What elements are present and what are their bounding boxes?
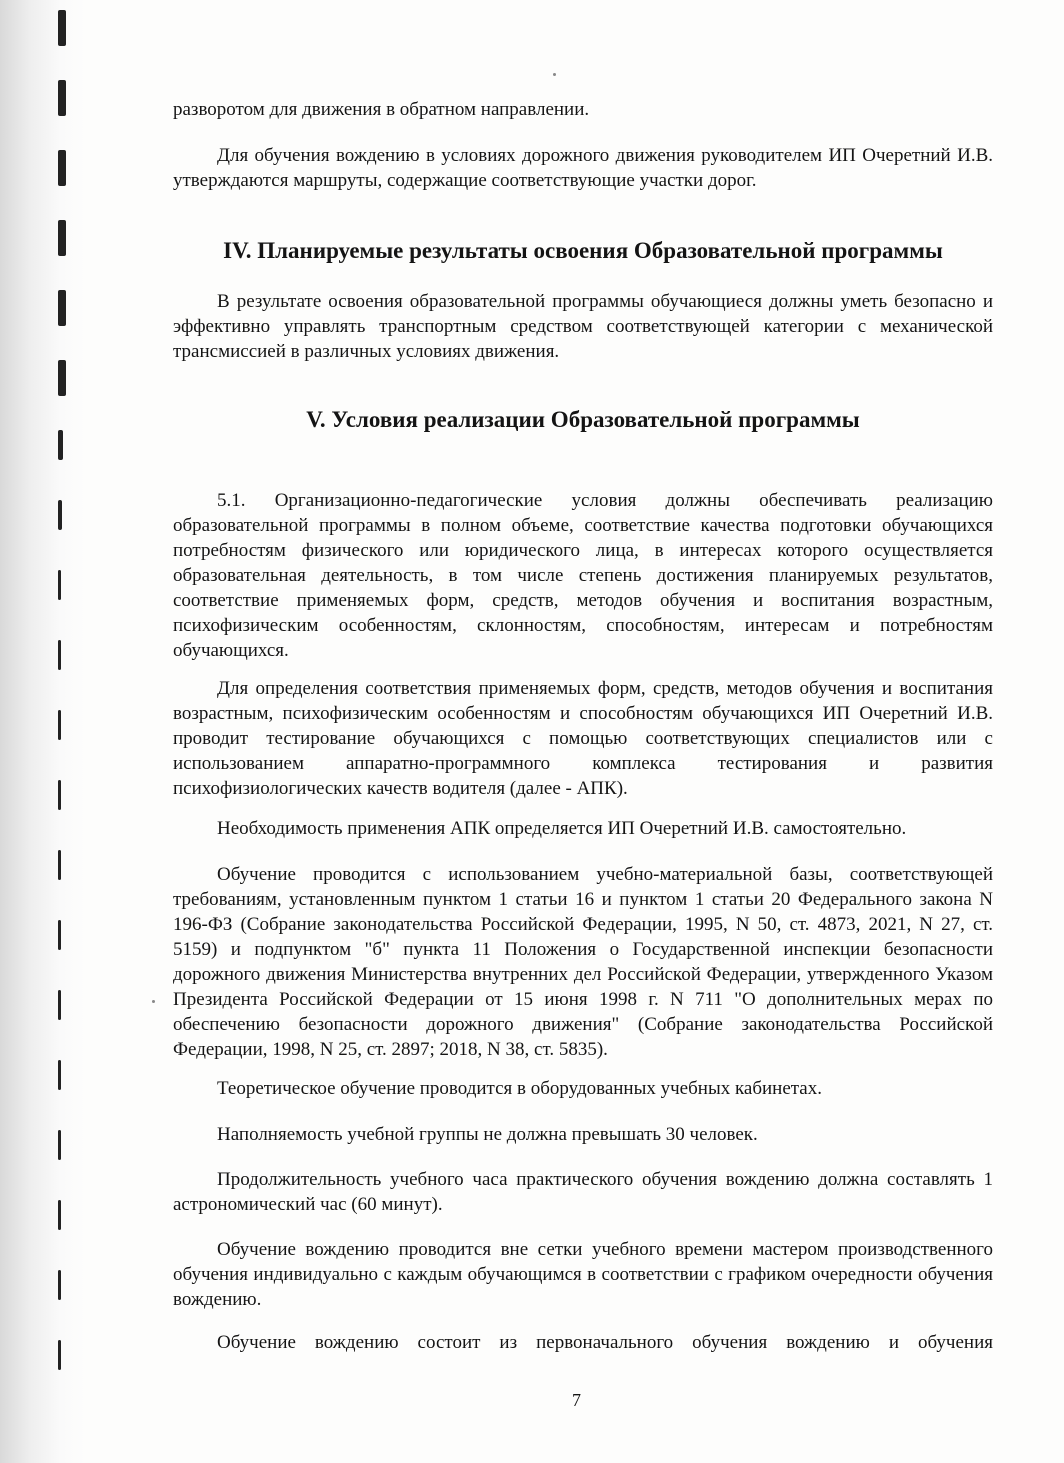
binding-hole xyxy=(58,1060,61,1090)
paragraph-results: В результате освоения образовательной программы обучающиеся должны уметь безопасно и эффективно управлять транспортным средством соответствующей категории с механической трансмиссией в различных условиях движения. xyxy=(173,291,993,362)
binding-strip xyxy=(0,0,86,1463)
binding-hole xyxy=(58,640,61,670)
binding-hole xyxy=(58,990,61,1020)
section-heading-5: V. Условия реализации Образовательной программы xyxy=(306,407,860,432)
paragraph-conditions: 5.1. Организационно-педагогические условия должны обеспечивать реализацию образовательной программы в полном объеме, соответствие качества подготовки обучающихся потребностям физического или юридического лица, в интересах которого осуществляется образовательная деятельность, в том числе степень достижения планируемых результатов, соответствие применяемых форм, средств, методов обучения и воспитания возрастным, психофизическим особенностям, склонностям, способностям, интересам и потребностям обучающихся. xyxy=(173,490,993,661)
binding-hole xyxy=(58,430,63,460)
paragraph-testing: Для определения соответствия применяемых форм, средств, методов обучения и воспитания возрастным, психофизическим особенностям и способностям обучающихся ИП Очеретний И.В. проводит тестирование обучающихся с помощью соответствующих специалистов или с использованием аппаратно-программного комплекса тестирования и развития психофизиологических качеств водителя (далее - АПК). xyxy=(173,678,993,799)
binding-hole xyxy=(58,290,66,326)
binding-hole xyxy=(58,920,61,950)
binding-hole xyxy=(58,10,66,46)
binding-hole xyxy=(58,1270,61,1300)
page-number: 7 xyxy=(572,1390,581,1410)
binding-hole xyxy=(58,710,61,740)
binding-hole xyxy=(58,570,61,600)
binding-hole xyxy=(58,220,66,256)
binding-hole xyxy=(58,1200,61,1230)
paragraph-routes: Для обучения вождению в условиях дорожного движения руководителем ИП Очеретний И.В. утверждаются маршруты, содержащие соответствующие участки дорог. xyxy=(173,145,993,191)
binding-hole xyxy=(58,360,66,396)
paragraph-driving-schedule: Обучение вождению проводится вне сетки учебного времени мастером производственного обучения индивидуально с каждым обучающимся в соответствии с графиком очередности обучения вождению. xyxy=(173,1239,993,1310)
binding-hole xyxy=(58,1340,61,1370)
binding-hole xyxy=(58,780,61,810)
binding-hole xyxy=(58,150,66,186)
paragraph-material-base: Обучение проводится с использованием учебно-материальной базы, соответствующей требованиям, установленным пунктом 1 статьи 16 и пунктом 1 статьи 20 Федерального закона N 196-ФЗ (Собрание законодательства Российской Федерации, 1995, N 50, ст. 4873, 2021, N 27, ст. 5159) и подпунктом "б" пункта 11 Положения о Государственной инспекции безопасности дорожного движения Министерства внутренних дел Российской Федерации, утвержденного Указом Президента Российской Федерации от 15 июня 1998 г. N 711 "О дополнительных мерах по обеспечению безопасности дорожного движения" (Собрание законодательства Российской Федерации, 1998, N 25, ст. 2897; 2018, N 38, ст. 5835). xyxy=(173,864,993,1060)
binding-hole xyxy=(58,850,61,880)
paragraph-apk: Необходимость применения АПК определяется ИП Очеретний И.В. самостоятельно. xyxy=(217,818,907,839)
paragraph-continuation: разворотом для движения в обратном направлении. xyxy=(173,99,590,120)
paragraph-group-size: Наполняемость учебной группы не должна превышать 30 человек. xyxy=(217,1124,758,1145)
binding-hole xyxy=(58,500,62,530)
paragraph-theory: Теоретическое обучение проводится в оборудованных учебных кабинетах. xyxy=(217,1078,822,1099)
binding-hole xyxy=(58,1130,61,1160)
binding-hole xyxy=(58,80,66,116)
paragraph-driving-stages: Обучение вождению состоит из первоначального обучения вождению и обучения xyxy=(217,1332,993,1353)
scan-speck xyxy=(152,1000,155,1003)
section-heading-4: IV. Планируемые результаты освоения Образовательной программы xyxy=(223,238,943,263)
paragraph-hour-length: Продолжительность учебного часа практического обучения вождению должна составлять 1 астрономический час (60 минут). xyxy=(173,1169,993,1215)
scan-speck xyxy=(553,73,556,76)
